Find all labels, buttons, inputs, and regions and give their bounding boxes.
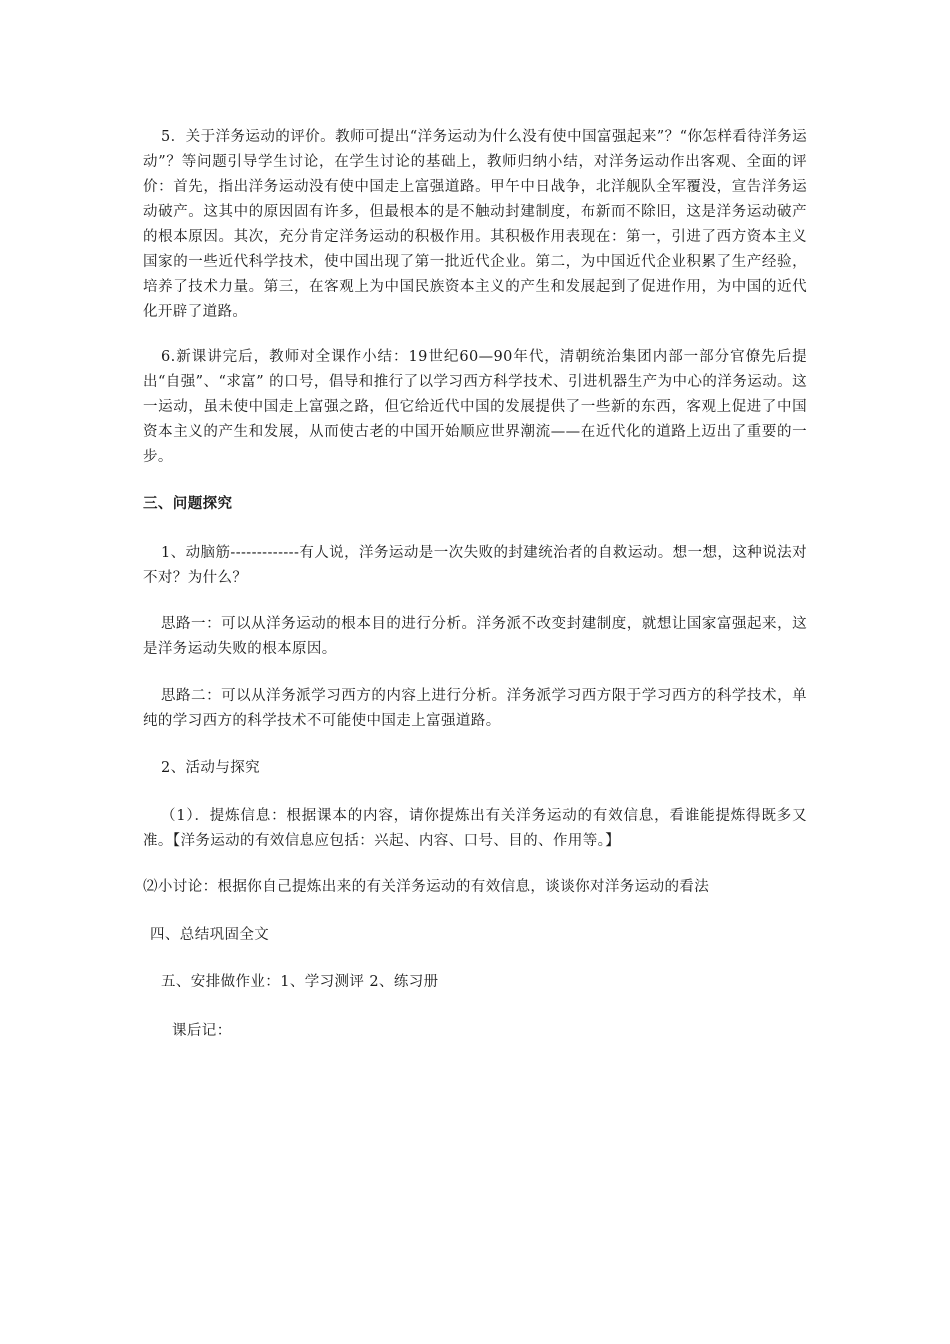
evaluation-paragraph: 5．关于洋务运动的评价。教师可提出“洋务运动为什么没有使中国富强起来”？“你怎样看待洋务运动”？等问题引导学生讨论，在学生讨论的基础上，教师归纳小结，对洋务运动作出客观、全面的评价：首先，指出洋务运动没有使中国走上富强道路。甲午中日战争，北洋舰队全军覆没，宣告洋务运动破产。这其中的原因固有许多，但最根本的是不触动封建制度，布新而不除旧，这是洋务运动破产的根本原因。其次，充分肯定洋务运动的积极作用。其积极作用表现在：第一，引进了西方资本主义国家的一些近代科学技术，使中国出现了第一批近代企业。第二，为中国近代企业积累了生产经验，培养了技术力量。第三，在客观上为中国民族资本主义的产生和发展起到了促进作用，为中国的近代化开辟了道路。: [143, 129, 807, 320]
idea-one-paragraph: 思路一：可以从洋务运动的根本目的进行分析。洋务派不改变封建制度，就想让国家富强起来，这是洋务运动失败的根本原因。: [143, 616, 807, 657]
summary-paragraph: 6.新课讲完后，教师对全课作小结：19世纪60—90年代，清朝统治集团内部一部分官僚先后提出“自强”、“求富” 的口号，倡导和推行了以学习西方科学技术、引进机器生产为中心的洋务运动。这一运动，虽未使中国走上富强之路，但它给近代中国的发展提供了一些新的东西，客观上促进了中国资本主义的产生和发展，从而使古老的中国开始顺应世界潮流——在近代化的道路上迈出了重要的一步。: [143, 349, 807, 465]
afterword-label: 课后记：: [172, 1023, 232, 1039]
question-brainstorm: 1、动脑筋-------------有人说，洋务运动是一次失败的封建统治者的自救运动。想一想，这种说法对不对？为什么？: [143, 545, 807, 586]
section-homework: 五、安排做作业：1、学习测评 2、练习册: [161, 974, 439, 990]
section-heading-inquiry: 三、问题探究: [143, 496, 233, 512]
activity-extract-info: （1）．提炼信息：根据课本的内容，请你提炼出有关洋务运动的有效信息，看谁能提炼得既多又准。【洋务运动的有效信息应包括：兴起、内容、口号、目的、作用等。】: [143, 808, 807, 849]
idea-two-paragraph: 思路二：可以从洋务派学习西方的内容上进行分析。洋务派学习西方限于学习西方的科学技术，单纯的学习西方的科学技术不可能使中国走上富强道路。: [143, 688, 807, 729]
activity-heading: 2、活动与探究: [161, 760, 261, 776]
activity-discussion: ⑵小讨论：根据你自己提炼出来的有关洋务运动的有效信息，谈谈你对洋务运动的看法: [143, 879, 710, 895]
section-summary: 四、总结巩固全文: [150, 927, 270, 943]
